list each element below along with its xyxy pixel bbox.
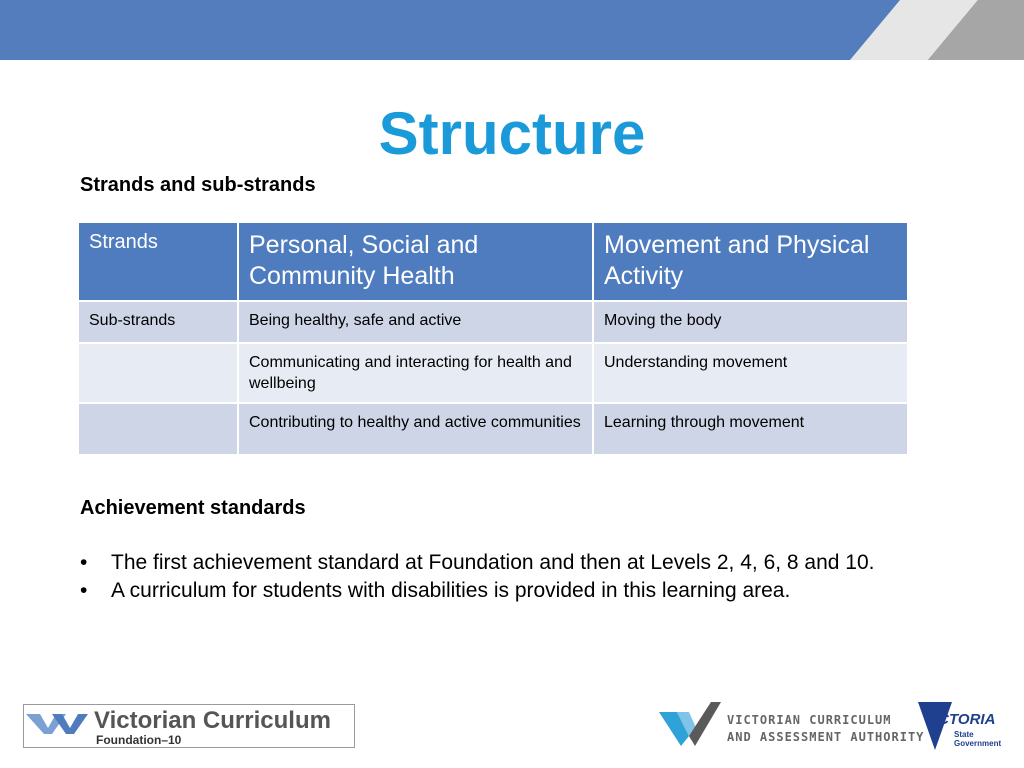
bullet-dot: •: [80, 551, 88, 574]
row-label: [78, 403, 238, 455]
vic-sub-line2: Government: [954, 739, 1002, 748]
table-row: [78, 301, 908, 343]
row-label: Sub-strands: [78, 301, 238, 343]
victoria-state-government-logo: [916, 700, 1004, 752]
achievement-bullet-list: [80, 549, 875, 605]
vic-logo-sub: [954, 730, 1001, 748]
header-cell-strands: Strands: [78, 222, 238, 301]
vcaa-logo: [659, 702, 925, 748]
table-row: [78, 343, 908, 403]
vc-logo-sub: Foundation–10: [96, 733, 182, 747]
vc-chevron-icon: [26, 710, 88, 734]
substrand-cell: Communicating and interacting for health and wellbeing: [238, 343, 593, 403]
vc-logo-name: Victorian Curriculum: [94, 707, 331, 734]
substrand-cell: Contributing to healthy and active communities: [238, 403, 593, 455]
header-cell-movement: Movement and Physical Activity: [593, 222, 908, 301]
substrand-cell: Being healthy, safe and active: [238, 301, 593, 343]
header-band: [0, 0, 1024, 60]
vcaa-text: [727, 712, 924, 746]
victorian-curriculum-logo: [23, 704, 355, 748]
row-label: [78, 343, 238, 403]
substrand-cell: Understanding movement: [593, 343, 908, 403]
header-cell-personal-social: Personal, Social and Community Health: [238, 222, 593, 301]
page-title: Structure: [378, 100, 646, 167]
table-header-row: [78, 222, 908, 301]
bullet-text: The first achievement standard at Foundation and then at Levels 2, 4, 6, 8 and 10.: [111, 551, 875, 574]
strands-heading: Strands and sub-strands: [80, 174, 316, 196]
table-row: [78, 403, 908, 455]
vcaa-line2: AND ASSESSMENT AUTHORITY: [727, 730, 925, 744]
vcaa-line1: VICTORIAN CURRICULUM: [727, 713, 892, 727]
strands-table: [77, 221, 909, 456]
vic-sub-line1: State: [954, 730, 974, 739]
substrand-cell: Moving the body: [593, 301, 908, 343]
bullet-text: A curriculum for students with disabilities is provided in this learning area.: [111, 579, 791, 602]
achievement-heading: Achievement standards: [80, 497, 306, 519]
list-item: [80, 577, 875, 605]
list-item: [80, 549, 875, 577]
vcaa-v-icon: [659, 702, 725, 748]
substrand-cell: Learning through movement: [593, 403, 908, 455]
bullet-dot: •: [80, 579, 88, 602]
vic-logo-name: VICTORIA: [924, 711, 996, 728]
